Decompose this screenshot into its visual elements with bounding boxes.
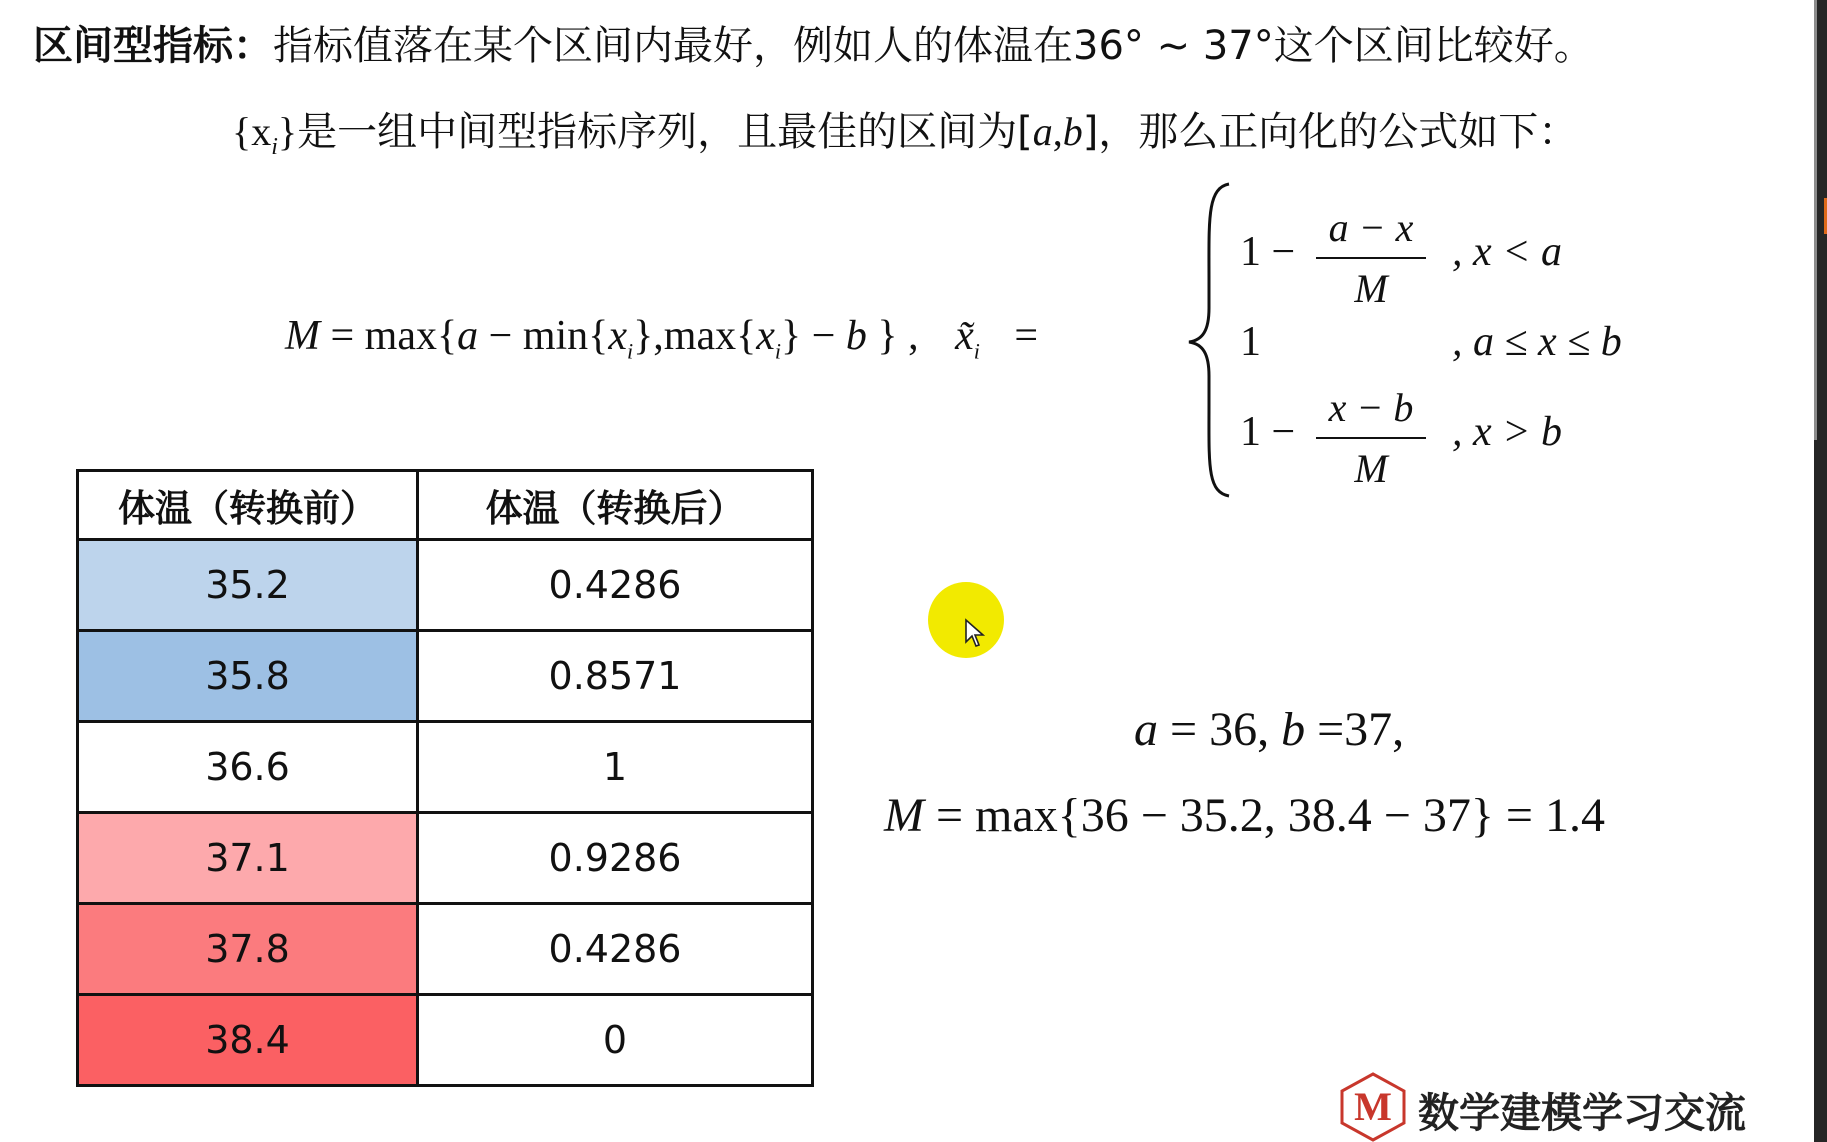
formula-i1: i — [627, 338, 634, 364]
case1-fraction — [1316, 204, 1426, 312]
table-row — [78, 813, 813, 904]
formula-i2: i — [774, 338, 782, 364]
case3-numerator: x − b — [1328, 385, 1414, 430]
section-heading — [33, 14, 1594, 71]
case2-one: 1 — [1240, 319, 1261, 365]
formula-x2: x — [756, 313, 775, 359]
intro-comma: , — [1052, 109, 1063, 154]
seq-close: } — [277, 109, 298, 154]
formula-xtilde: x̃ — [955, 313, 974, 359]
result-rest: = max{36 − 35.2, 38.4 − 37} = 1.4 — [923, 789, 1605, 842]
logo-text: 数学建模学习交流 — [1418, 1089, 1746, 1137]
seq-sub: i — [271, 134, 278, 160]
case1-bar — [1316, 257, 1426, 259]
cell-after: 0.9286 — [418, 813, 813, 904]
formula-x1: x — [608, 313, 627, 359]
result-eq1: = 36, — [1158, 703, 1282, 756]
table-row — [78, 722, 813, 813]
seq-open: {x — [232, 109, 272, 154]
result-b: b — [1281, 703, 1306, 756]
formula-mid: },max{ — [633, 313, 757, 359]
cases-brace — [1185, 180, 1235, 500]
case3-bar — [1316, 437, 1426, 439]
cell-after: 0.4286 — [418, 540, 813, 631]
cell-after: 0.4286 — [418, 904, 813, 995]
formula-eq: = max{ — [330, 313, 458, 359]
heading-bold: 区间型指标： — [33, 23, 273, 69]
formula-M: M — [285, 313, 320, 359]
cell-after: 0 — [418, 995, 813, 1086]
result-line1 — [1134, 702, 1404, 757]
case1-denominator: M — [1354, 266, 1388, 311]
intro-text2: ]，那么正向化的公式如下： — [1082, 109, 1579, 155]
formula-m — [285, 312, 1038, 364]
result-M: M — [884, 789, 924, 842]
formula-close: } , — [866, 313, 919, 359]
result-eq2: =37, — [1305, 703, 1405, 756]
table-header-row — [78, 471, 813, 540]
mouse-pointer-icon — [964, 618, 986, 650]
heading-text: 指标值落在某个区间内最好，例如人的体温在36° ~ 37°这个区间比较好。 — [273, 23, 1594, 69]
formula-eq2: = — [1014, 313, 1039, 359]
result-line2 — [884, 788, 1605, 843]
logo-letter: M — [1354, 1084, 1392, 1129]
cell-after: 1 — [418, 722, 813, 813]
result-a: a — [1134, 703, 1158, 756]
case1-condition: , x < a — [1452, 229, 1562, 275]
cell-before: 37.8 — [78, 904, 418, 995]
case1-numerator: a − x — [1328, 205, 1414, 250]
case1-one: 1 − — [1240, 229, 1296, 275]
cell-before: 35.2 — [78, 540, 418, 631]
window-right-edge — [1814, 0, 1827, 1142]
intro-line — [232, 100, 1578, 161]
header-before: 体温（转换前） — [78, 471, 418, 540]
table-row — [78, 631, 813, 722]
case3-denominator: M — [1354, 446, 1388, 491]
case2-condition: , a ≤ x ≤ b — [1452, 319, 1622, 365]
case3-one: 1 − — [1240, 409, 1296, 455]
table-row — [78, 995, 813, 1086]
formula-b: b — [845, 313, 867, 359]
temperature-table — [76, 469, 814, 1087]
formula-min: − min{ — [478, 313, 609, 359]
cell-before: 38.4 — [78, 995, 418, 1086]
table-row — [78, 540, 813, 631]
intro-text1: 是一组中间型指标序列，且最佳的区间为[ — [297, 109, 1033, 155]
scroll-track — [1814, 0, 1817, 440]
formula-xtilde-sub: i — [973, 338, 980, 364]
table-row — [78, 904, 813, 995]
case3-fraction — [1316, 384, 1426, 492]
intro-a: a — [1032, 109, 1053, 154]
cell-before: 36.6 — [78, 722, 418, 813]
formula-a: a — [457, 313, 479, 359]
cell-before: 37.1 — [78, 813, 418, 904]
cell-after: 0.8571 — [418, 631, 813, 722]
header-after: 体温（转换后） — [418, 471, 813, 540]
formula-close-minus: } − — [781, 313, 846, 359]
logo-icon — [1338, 1072, 1408, 1142]
intro-b: b — [1062, 109, 1083, 154]
cell-before: 35.8 — [78, 631, 418, 722]
case3-condition: , x > b — [1452, 409, 1562, 455]
